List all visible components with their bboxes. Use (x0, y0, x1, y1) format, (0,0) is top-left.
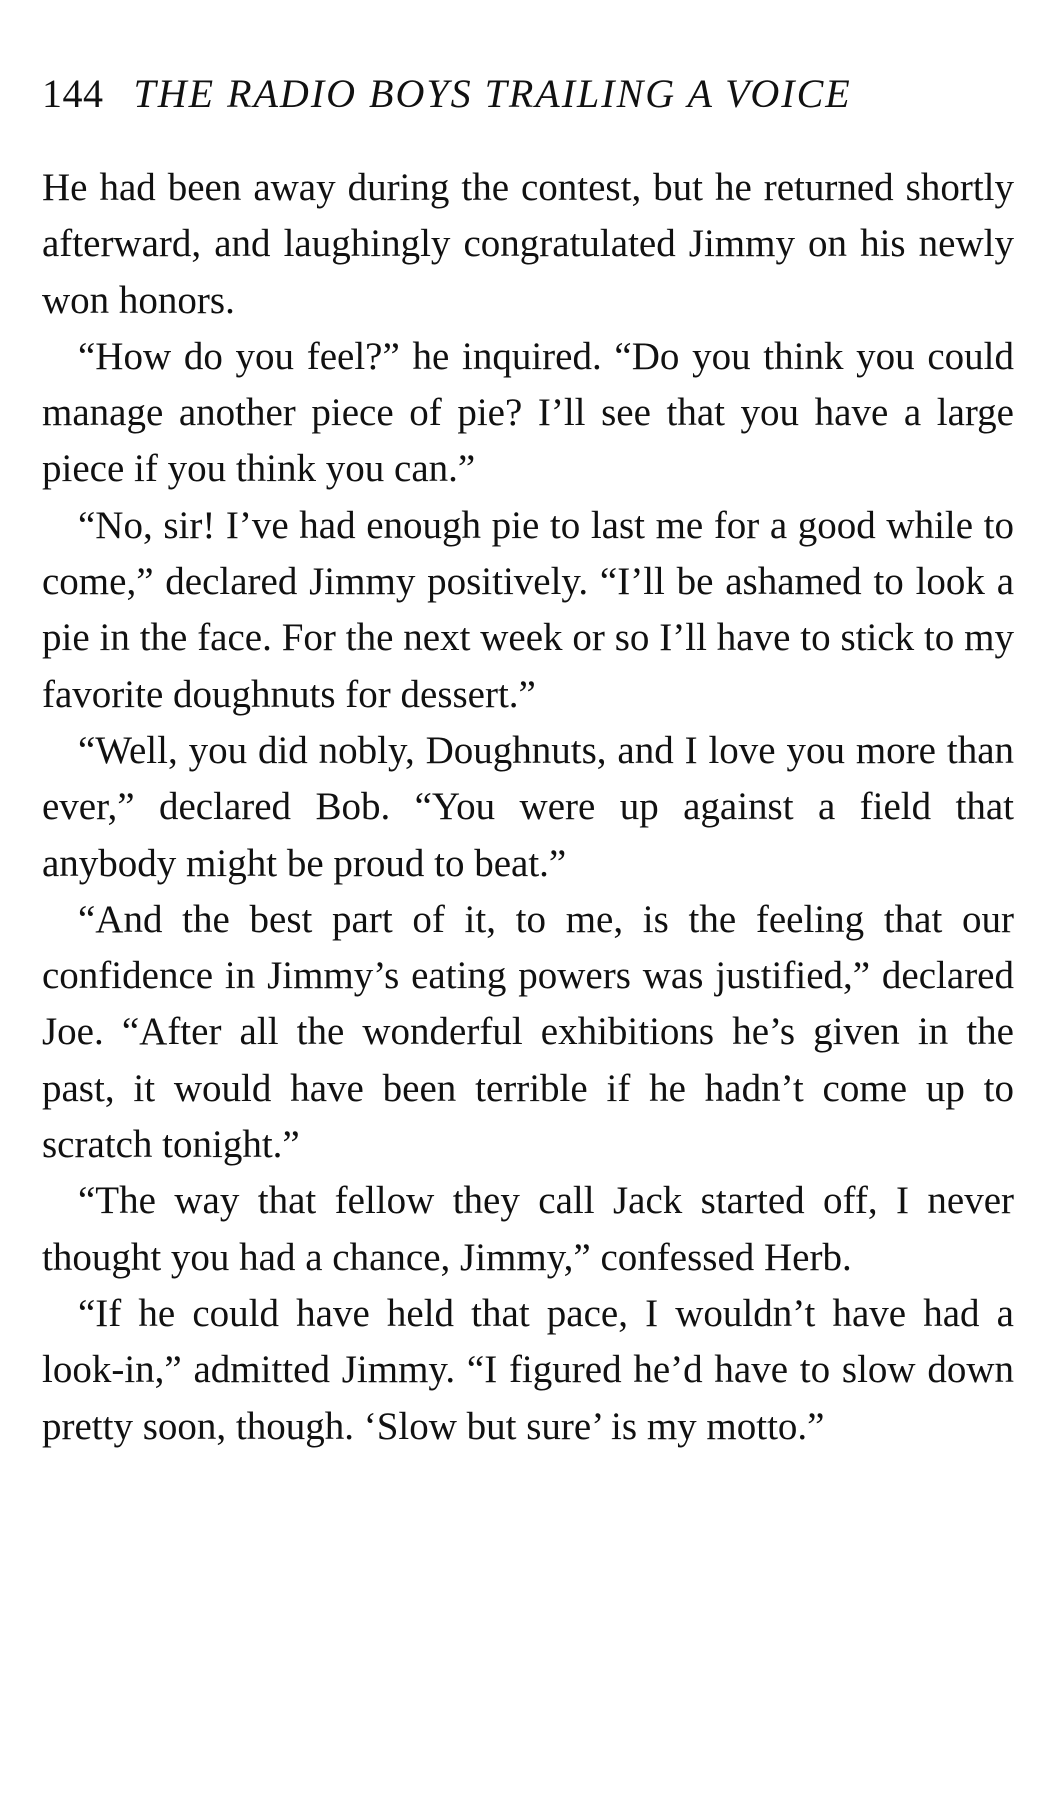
page-number: 144 (42, 71, 104, 116)
paragraph: “Well, you did nobly, Doughnuts, and I love you more than ever,” declared Bob. “You were up against a field that anybody might be proud to beat.” (42, 728, 1014, 885)
paragraph: “No, sir! I’ve had enough pie to last me for a good while to come,” declared Jimmy positively. “I’ll be ashamed to look a pie in the face. For the next week or so I’ll have to stick to my favorite doughnuts for dessert.” (42, 503, 1014, 716)
paragraph: “And the best part of it, to me, is the feeling that our confidence in Jimmy’s eating powers was justified,” declared Joe. “After all the wonderful exhibitions he’s given in the past, it would have been terrible if he hadn’t come up to scratch tonight.” (42, 897, 1014, 1167)
running-head (42, 70, 1014, 142)
paragraph: “How do you feel?” he inquired. “Do you think you could manage another piece of pie? I’ll see that you have a large piece if you think you can.” (42, 334, 1014, 491)
paragraph: He had been away during the contest, but he returned shortly afterward, and laughingly congratulated Jimmy on his newly won honors. (42, 166, 1014, 322)
book-page (42, 70, 1014, 1455)
running-title: THE RADIO BOYS TRAILING A VOICE (133, 71, 852, 116)
paragraph: “If he could have held that pace, I wouldn’t have had a look-in,” admitted Jimmy. “I figured he’d have to slow down pretty soon, though. ‘Slow but sure’ is my motto.” (42, 1291, 1014, 1448)
body-text (42, 160, 1014, 1455)
paragraph: “The way that fellow they call Jack started off, I never thought you had a chance, Jimmy,” confessed Herb. (42, 1179, 1014, 1279)
